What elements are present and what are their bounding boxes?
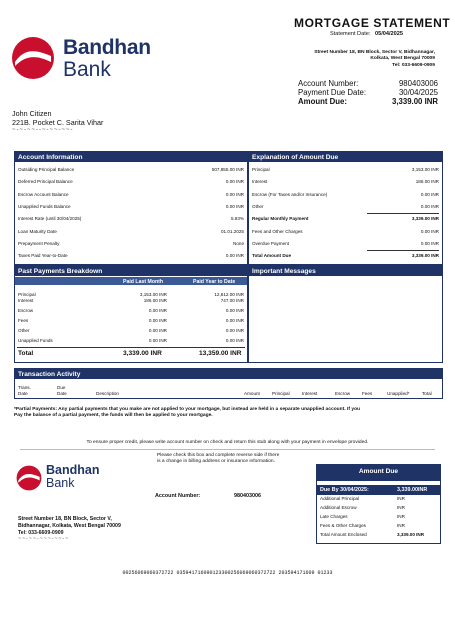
explanation-value: 0.00 INR: [420, 240, 439, 246]
stub-account-label: Account Number:: [155, 493, 201, 499]
explanation-subtotal-rule: [367, 213, 439, 214]
stub-amount-due-header: Amount Due: [317, 465, 440, 481]
account-info-row: [15, 193, 247, 200]
past-payment-row: [15, 309, 247, 316]
customer-name: John Citizen: [12, 109, 52, 118]
account-info-label: Interest Rate (until 30/04/2025): [18, 216, 82, 222]
past-payment-label: Principal: [18, 292, 36, 297]
past-payment-last: 0.00 INR: [148, 328, 167, 333]
stub-instruction: To ensure proper credit, please write account number on check and return this stub along with your payment in envelope provided.: [86, 440, 369, 445]
past-payment-last: 0.00 INR: [148, 318, 167, 323]
account-info-row: [15, 242, 247, 249]
account-info-value: 0.00 INR: [225, 203, 244, 209]
account-info-value: 0.00 INR: [225, 253, 244, 259]
past-payment-ytd: 0.00 INR: [225, 318, 244, 323]
past-payment-ytd: 0.00 INR: [225, 338, 244, 343]
important-messages-panel: [248, 265, 443, 363]
explanation-row: [249, 254, 442, 261]
stub-amount-row: [317, 524, 440, 531]
stub-amount-row: [317, 506, 440, 513]
account-info-header: Account Information: [15, 152, 247, 162]
explanation-row: [249, 205, 442, 212]
stub-amount-value[interactable]: INR: [397, 496, 405, 501]
past-payment-row: [15, 339, 247, 346]
account-info-value: None: [233, 240, 244, 246]
transaction-column-header: Unapplied*: [387, 391, 410, 396]
explanation-row: [249, 168, 442, 175]
stub-amount-label: Total Amount Enclosed: [320, 532, 367, 537]
account-info-value: 507,855.00 INR: [211, 167, 244, 172]
statement-date-label: Statement Date:: [330, 31, 371, 37]
past-payments-panel: [14, 265, 248, 363]
account-info-panel: [14, 151, 248, 265]
stub-amount-label: Additional Principal: [320, 496, 360, 501]
account-number: 980403006: [398, 79, 438, 88]
past-payment-last: 0.00 INR: [148, 338, 167, 343]
stub-amount-value[interactable]: INR: [397, 514, 405, 519]
explanation-value: 3,339.00 INR: [411, 216, 439, 222]
explanation-value: 3,153.00 INR: [411, 167, 439, 172]
past-payment-label: Interest: [18, 298, 34, 303]
transaction-column-header: Due Date: [57, 385, 67, 396]
past-total-ytd: 13,359.00 INR: [199, 350, 242, 357]
transaction-column-header: Amount: [244, 391, 260, 396]
explanation-label: Fees and Other Charges: [252, 228, 303, 234]
account-info-row: [15, 254, 247, 261]
explanation-row: [249, 180, 442, 187]
past-payment-ytd: 0.00 INR: [225, 308, 244, 313]
explanation-header: Explanation of Amount Due: [249, 152, 442, 162]
account-info-row: [15, 217, 247, 224]
account-info-value: 01.01.2025: [221, 228, 244, 234]
account-info-label: Prepayment Penalty: [18, 240, 60, 246]
account-info-value: 0.00 INR: [225, 179, 244, 185]
bank-logo: [11, 36, 151, 82]
account-info-label: Escrow Account Balance: [18, 191, 69, 197]
stub-checkbox-text: Please check this box and complete reverse side if there is a change in billing address or insurance information.: [157, 453, 280, 465]
bank-name-line2: Bank: [63, 58, 111, 81]
past-total-last: 3,339.00 INR: [123, 350, 162, 357]
transaction-column-header: Trans. Date: [18, 385, 31, 396]
stub-amount-value: 3,339.00 INR: [397, 532, 425, 537]
explanation-label: Interest: [252, 179, 268, 185]
stub-due-by-value: 3,339.00INR: [397, 487, 428, 493]
explanation-value: 0.00 INR: [420, 191, 439, 197]
stub-amount-row: [317, 497, 440, 504]
stub-amount-due-box: [316, 464, 441, 544]
explanation-value: 186.00 INR: [415, 179, 439, 185]
stub-account-number: 980403006: [234, 493, 261, 499]
past-payment-ytd: 747.00 INR: [220, 298, 244, 303]
partial-payment-note: *Partial Payments: Any partial payments that you make are not applied to your mortgage, but instead are held in a separate unapplied account. If you Pay the balance of a partial payment, the funds will then be applied to your mortgage.: [14, 407, 361, 419]
past-payment-ytd: 0.00 INR: [225, 328, 244, 333]
account-summary: Account Number: 980403006 Payment Due Date: 30/04/2025 Amount Due: 3,339.00 INR: [298, 79, 438, 106]
past-payment-label: Escrow: [18, 308, 34, 313]
explanation-value: 3,339.00 INR: [411, 253, 439, 259]
past-payment-row: [15, 329, 247, 336]
account-info-row: [15, 205, 247, 212]
col-paid-last-month: Paid Last Month: [123, 278, 164, 285]
past-payment-label: Unapplied Funds: [18, 338, 53, 343]
transaction-column-header: Fees: [362, 391, 373, 396]
statement-date-value: 05/04/2025: [375, 31, 403, 37]
bank-name-line1: Bandhan: [63, 36, 151, 59]
customer-scribble: ~-~-~~--~-~~-~~-: [12, 127, 74, 133]
explanation-row: [249, 230, 442, 237]
past-payments-header: Past Payments Breakdown: [15, 266, 247, 276]
stub-divider: [20, 449, 435, 450]
explanation-label: Regular Monthly Payment: [252, 216, 309, 222]
bank-address: Street Number 18, BN Block, Sector V, Bidhannagar, Kolkata, West Bengal 70009 Tel: 033-6609-0909: [314, 50, 435, 68]
stub-amount-row: [317, 533, 440, 540]
explanation-panel: [248, 151, 443, 265]
past-payment-label: Other: [18, 328, 30, 333]
past-payment-last: 0.00 INR: [148, 308, 167, 313]
customer-block: [12, 109, 103, 135]
customer-address: 221B. Pocket C. Sarita Vihar: [12, 118, 104, 127]
account-info-row: [15, 180, 247, 187]
explanation-label: Principal: [252, 167, 270, 172]
account-info-row: [15, 168, 247, 175]
stub-amount-label: Late Charges: [320, 514, 348, 519]
stub-amount-label: Fees & Other Charges: [320, 523, 366, 528]
explanation-label: Other: [252, 203, 264, 209]
account-info-row: [15, 230, 247, 237]
stub-due-by-label: Due By 30/04/2025:: [320, 487, 369, 493]
stub-amount-label: Additional Escrow: [320, 505, 357, 510]
stub-amount-row: [317, 515, 440, 522]
stub-address: Street Number 18, BN Block, Sector V, Bidhannagar, Kolkata, West Bengal 70009 Tel: 033-6609-0909 ~~-~~-~~~-~~-~: [18, 516, 121, 543]
col-paid-ytd: Paid Year to Date: [193, 278, 236, 285]
payment-due-date: 30/04/2025: [398, 88, 438, 97]
account-info-label: Taxes Paid Year-to-Date: [18, 253, 68, 259]
past-payment-label: Fees: [18, 318, 29, 323]
explanation-row: [249, 217, 442, 224]
past-payment-ytd: 12,612.00 INR: [214, 292, 244, 297]
transaction-column-header: Total: [422, 391, 432, 396]
bandhan-logo-icon: [16, 465, 42, 491]
past-payment-last: 186.00 INR: [143, 298, 167, 303]
past-payment-last: 3,153.00 INR: [139, 292, 167, 297]
account-info-label: Loan Maturity Date: [18, 228, 57, 234]
transaction-panel: [14, 368, 443, 399]
account-info-label: Deferred Principal Balance: [18, 179, 73, 185]
explanation-row: [249, 193, 442, 200]
stub-amount-value[interactable]: INR: [397, 523, 405, 528]
account-info-value: 0.00 INR: [225, 191, 244, 197]
important-messages-header: Important Messages: [249, 266, 442, 276]
transaction-column-header: Principal: [272, 391, 290, 396]
transaction-column-header: Description: [96, 391, 119, 396]
account-info-label: Outsiding Principal Balance: [18, 167, 75, 172]
micr-line: 00256069060372722 035941716090123300256069060372722 203594171609 01233: [122, 570, 333, 576]
stub-logo: Bandhan Bank: [16, 463, 116, 493]
stub-amount-value[interactable]: INR: [397, 505, 405, 510]
transaction-column-header: Escrow: [335, 391, 351, 396]
amount-due: 3,339.00 INR: [392, 97, 438, 106]
account-info-value: 5.93%: [230, 216, 244, 222]
past-payment-row: [15, 299, 247, 306]
explanation-row: [249, 242, 442, 249]
transaction-column-header: Interest: [302, 391, 318, 396]
explanation-value: 0.00 INR: [420, 228, 439, 234]
bandhan-logo-icon: [11, 36, 55, 80]
statement-title: MORTGAGE STATEMENT: [294, 16, 451, 30]
past-payment-row: [15, 319, 247, 326]
explanation-value: 0.00 INR: [420, 203, 439, 209]
explanation-subtotal-rule: [367, 250, 439, 251]
explanation-label: Escrow (For Taxes and/or Insurance): [252, 191, 328, 197]
account-info-label: Unapplied Funds Balance: [18, 203, 71, 209]
explanation-label: Overdue Payment: [252, 240, 290, 246]
explanation-label: Total Amount Due: [252, 253, 292, 259]
past-total-label: Total: [18, 350, 34, 357]
transaction-header: Transaction Activity: [15, 369, 442, 379]
